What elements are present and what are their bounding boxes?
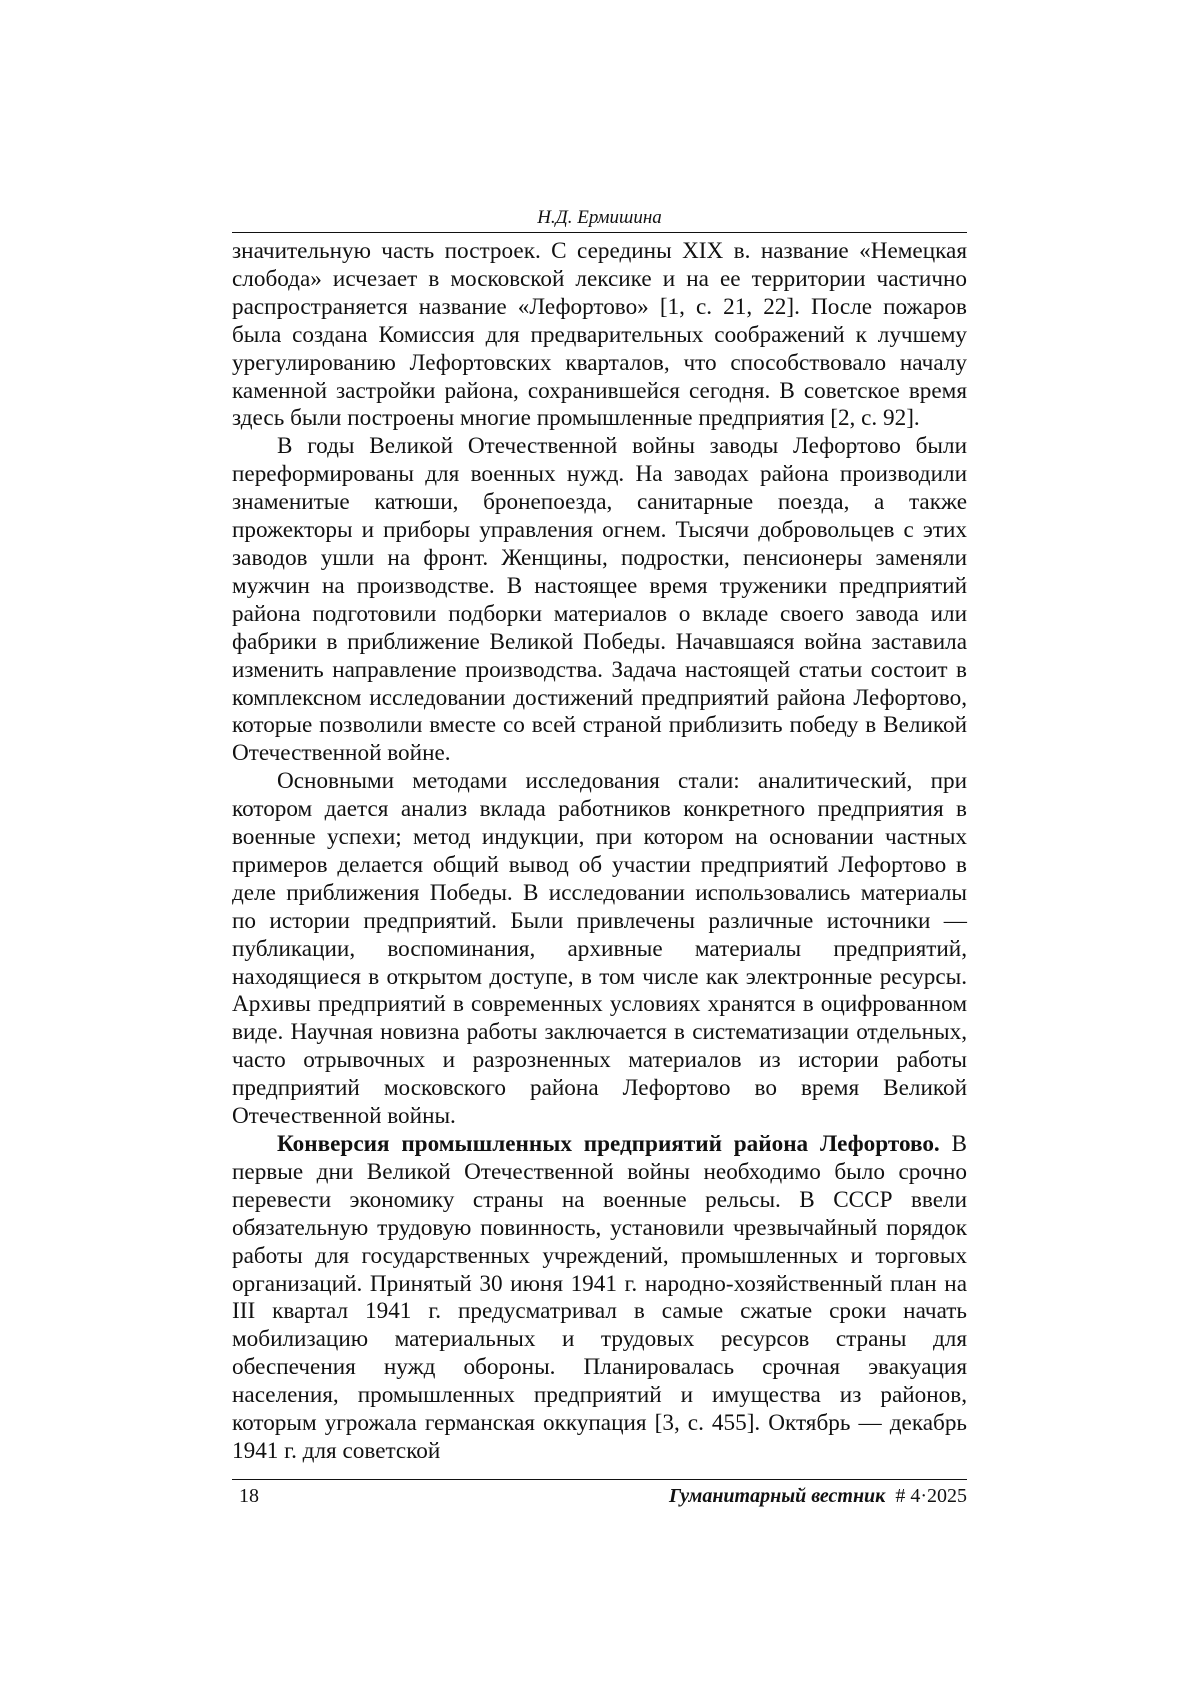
section-heading: Конверсия промышленных предприятий района Лефортово. — [277, 1131, 940, 1157]
paragraph: Основными методами исследования стали: аналитический, при котором дается анализ вклада работников конкретного предприятия в военные успехи; метод индукции, при котором на основании частных примеров делается общий вывод об участии предприятий Лефортово в деле приближения Победы. В исследовании использовались материалы по истории предприятий. Были привлечены различные источники — публикации, воспоминания, архивные материалы предприятий, находящиеся в открытом доступе, в том числе как электронные ресурсы. Архивы предприятий в современных условиях хранятся в оцифрованном виде. Научная новизна работы заключается в систематизации отдельных, часто отрывочных и разрозненных материалов из истории работы предприятий московского района Лефортово во время Великой Отечественной войны. — [232, 768, 967, 1130]
journal-name: Гуманитарный вестник — [669, 1485, 886, 1507]
footer-rule — [232, 1479, 967, 1480]
running-header-author: Н.Д. Ермишина — [537, 207, 662, 228]
section-paragraph — [232, 1131, 967, 1466]
page-number: 18 — [239, 1485, 259, 1507]
paragraph-continued: значительную часть построек. С середины XIX в. название «Немецкая слобода» исчезает в московской лексике и на ее территории частично распространяется название «Лефортово» [1, с. 21, 22]. После пожаров была создана Комиссия для предварительных соображений к лучшему урегулированию Лефортовских кварталов, что способствовало началу каменной застройки района, сохранившейся сегодня. В советское время здесь были построены многие промышленные предприятия [2, с. 92]. — [232, 238, 967, 432]
journal-issue: # 4·2025 — [895, 1485, 967, 1507]
journal-info — [669, 1484, 967, 1508]
header-rule — [232, 232, 967, 233]
section-text: В первые дни Великой Отечественной войны необходимо было срочно перевести экономику страны на военные рельсы. В СССР ввели обязательную трудовую повинность, установили чрезвычайный порядок работы для государственных учреждений, промышленных и торговых организаций. Принятый 30 июня 1941 г. народно-хозяйственный план на III квартал 1941 г. предусматривал в самые сжатые сроки начать мобилизацию материальных и трудовых ресурсов страны для обеспечения нужд обороны. Планировалась срочная эвакуация населения, промышленных предприятий и имущества из районов, которым угрожала германская оккупация [3, с. 455]. Октябрь — декабрь 1941 г. для советской — [232, 1131, 967, 1464]
article-body — [232, 238, 967, 1466]
paragraph: В годы Великой Отечественной войны заводы Лефортово были переформированы для военных нужд. На заводах района производили знаменитые катюши, бронепоезда, санитарные поезда, а также прожекторы и приборы управления огнем. Тысячи добровольцев с этих заводов ушли на фронт. Женщины, подростки, пенсионеры заменяли мужчин на производстве. В настоящее время труженики предприятий района подготовили подборки материалов о вкладе своего завода или фабрики в приближение Великой Победы. Начавшаяся война заставила изменить направление производства. Задача настоящей статьи состоит в комплексном исследовании достижений предприятий района Лефортово, которые позволили вместе со всей страной приблизить победу в Великой Отечественной войне. — [232, 433, 967, 767]
